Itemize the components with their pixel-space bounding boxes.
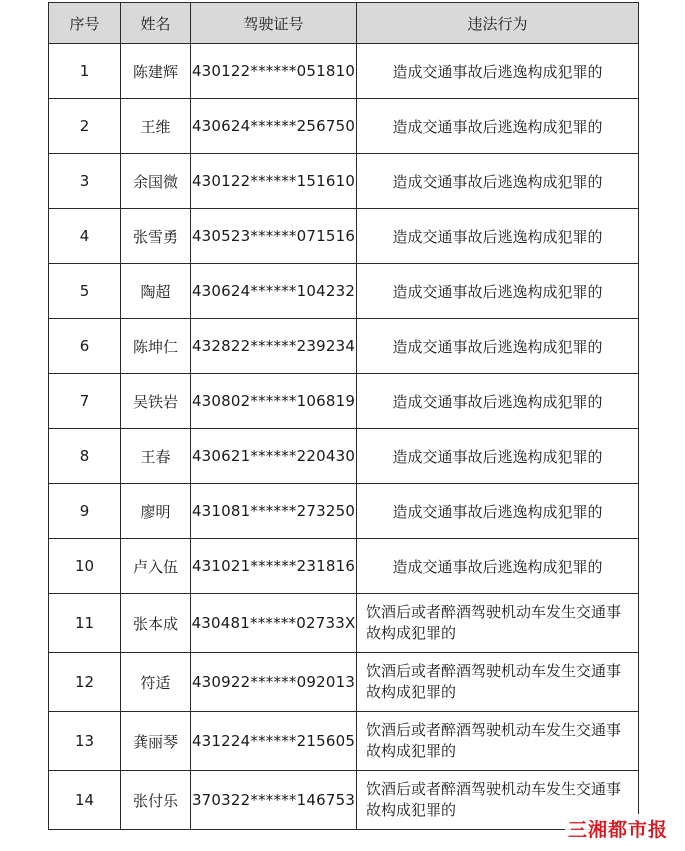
- table-row: [49, 209, 639, 264]
- cell-name: 王春: [121, 429, 191, 484]
- cell-name: 符适: [121, 653, 191, 712]
- cell-name: 张付乐: [121, 771, 191, 830]
- header-license: 驾驶证号: [191, 3, 357, 44]
- cell-seq: 3: [49, 154, 121, 209]
- cell-name: 卢入伍: [121, 539, 191, 594]
- cell-violation: 造成交通事故后逃逸构成犯罪的: [357, 484, 639, 539]
- cell-violation: 造成交通事故后逃逸构成犯罪的: [357, 539, 639, 594]
- cell-name: 龚丽琴: [121, 712, 191, 771]
- cell-name: 王维: [121, 99, 191, 154]
- table-row: [49, 264, 639, 319]
- table-row: [49, 539, 639, 594]
- cell-name: 吴铁岩: [121, 374, 191, 429]
- cell-seq: 1: [49, 44, 121, 99]
- cell-name: 陈建辉: [121, 44, 191, 99]
- cell-violation: 造成交通事故后逃逸构成犯罪的: [357, 429, 639, 484]
- cell-license: 430523******071516: [191, 209, 357, 264]
- cell-seq: 14: [49, 771, 121, 830]
- cell-seq: 4: [49, 209, 121, 264]
- cell-name: 陶超: [121, 264, 191, 319]
- cell-license: 430122******051810: [191, 44, 357, 99]
- cell-license: 431021******231816: [191, 539, 357, 594]
- cell-name: 余国微: [121, 154, 191, 209]
- cell-license: 431224******215605: [191, 712, 357, 771]
- header-name: 姓名: [121, 3, 191, 44]
- cell-name: 张本成: [121, 594, 191, 653]
- table-row: [49, 653, 639, 712]
- cell-seq: 7: [49, 374, 121, 429]
- cell-license: 431081******273250: [191, 484, 357, 539]
- publisher-logo: 三湘都市报: [565, 814, 671, 843]
- cell-violation: 饮酒后或者醉酒驾驶机动车发生交通事故构成犯罪的: [357, 653, 639, 712]
- cell-seq: 12: [49, 653, 121, 712]
- cell-name: 陈坤仁: [121, 319, 191, 374]
- cell-violation: 饮酒后或者醉酒驾驶机动车发生交通事故构成犯罪的: [357, 594, 639, 653]
- cell-seq: 6: [49, 319, 121, 374]
- cell-violation: 造成交通事故后逃逸构成犯罪的: [357, 154, 639, 209]
- table-row: [49, 484, 639, 539]
- table-row: [49, 712, 639, 771]
- cell-license: 430624******256750: [191, 99, 357, 154]
- table-row: [49, 44, 639, 99]
- cell-violation: 造成交通事故后逃逸构成犯罪的: [357, 209, 639, 264]
- cell-name: 廖明: [121, 484, 191, 539]
- driver-license-table: [48, 2, 639, 830]
- cell-license: 430922******092013: [191, 653, 357, 712]
- cell-violation: 饮酒后或者醉酒驾驶机动车发生交通事故构成犯罪的: [357, 771, 639, 830]
- table-row: [49, 429, 639, 484]
- cell-seq: 5: [49, 264, 121, 319]
- table-row: [49, 594, 639, 653]
- cell-seq: 11: [49, 594, 121, 653]
- cell-seq: 10: [49, 539, 121, 594]
- cell-violation: 造成交通事故后逃逸构成犯罪的: [357, 44, 639, 99]
- document-sheet: [48, 2, 638, 830]
- cell-violation: 造成交通事故后逃逸构成犯罪的: [357, 319, 639, 374]
- cell-license: 370322******146753: [191, 771, 357, 830]
- cell-license: 430481******02733X: [191, 594, 357, 653]
- cell-license: 430624******104232: [191, 264, 357, 319]
- header-violation: 违法行为: [357, 3, 639, 44]
- cell-seq: 8: [49, 429, 121, 484]
- table-row: [49, 771, 639, 830]
- table-row: [49, 99, 639, 154]
- table-header-row: [49, 3, 639, 44]
- header-seq: 序号: [49, 3, 121, 44]
- cell-license: 432822******239234: [191, 319, 357, 374]
- cell-violation: 造成交通事故后逃逸构成犯罪的: [357, 374, 639, 429]
- table-row: [49, 154, 639, 209]
- table-row: [49, 319, 639, 374]
- table-row: [49, 374, 639, 429]
- cell-seq: 2: [49, 99, 121, 154]
- cell-violation: 饮酒后或者醉酒驾驶机动车发生交通事故构成犯罪的: [357, 712, 639, 771]
- cell-license: 430802******106819: [191, 374, 357, 429]
- cell-name: 张雪勇: [121, 209, 191, 264]
- cell-violation: 造成交通事故后逃逸构成犯罪的: [357, 264, 639, 319]
- cell-license: 430621******220430: [191, 429, 357, 484]
- cell-seq: 13: [49, 712, 121, 771]
- cell-seq: 9: [49, 484, 121, 539]
- cell-license: 430122******151610: [191, 154, 357, 209]
- cell-violation: 造成交通事故后逃逸构成犯罪的: [357, 99, 639, 154]
